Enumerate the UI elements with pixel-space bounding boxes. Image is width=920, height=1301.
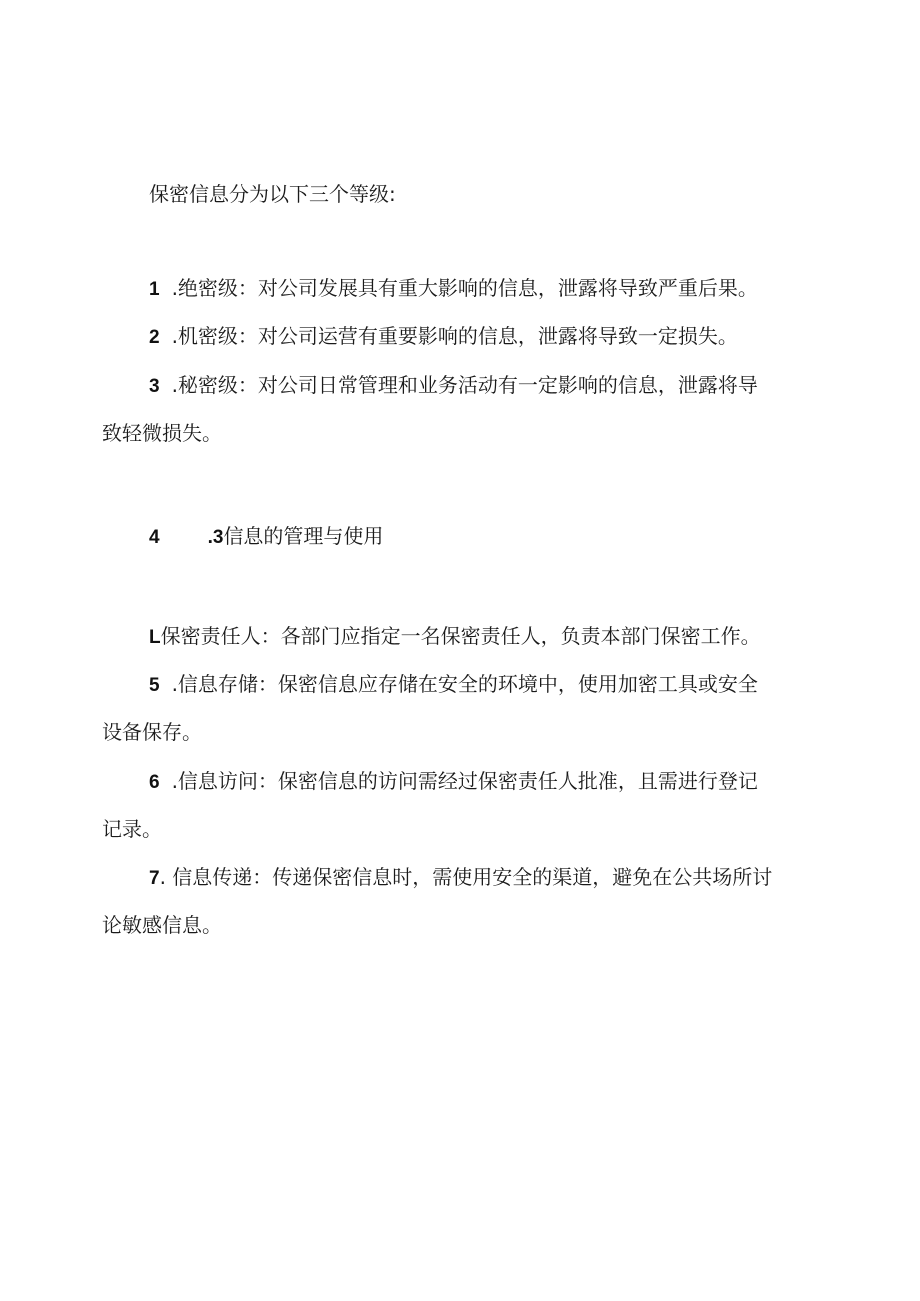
level-number: 2 (149, 327, 160, 348)
section-heading (149, 523, 383, 551)
intro-text: 保密信息分为以下三个等级: (149, 182, 396, 206)
rule-text: . 信息传递：传递保密信息时，需使用安全的渠道，避免在公共场所讨 (159, 865, 773, 889)
rule-item-transfer-continuation (102, 912, 222, 938)
intro-paragraph (149, 181, 396, 207)
rule-text: 保密责任人：各部门应指定一名保密责任人，负责本部门保密工作。 (160, 624, 761, 648)
rule-item-storage-continuation (102, 719, 202, 745)
rule-item-access-continuation (102, 816, 162, 842)
level-text: .机密级：对公司运营有重要影响的信息，泄露将导致一定损失。 (171, 324, 738, 348)
rule-text-continued: 设备保存。 (102, 720, 202, 744)
level-text-continued: 致轻微损失。 (102, 421, 222, 445)
level-item-2 (149, 323, 738, 351)
rule-number: 6 (149, 772, 160, 793)
rule-text-continued: 论敏感信息。 (102, 913, 222, 937)
level-number: 1 (149, 279, 160, 300)
rule-number: 5 (149, 675, 160, 696)
rule-item-storage (149, 671, 758, 699)
level-text: .秘密级：对公司日常管理和业务活动有一定影响的信息，泄露将导 (171, 373, 758, 397)
section-subnumber: .3 (207, 527, 224, 548)
rule-text: .信息访问：保密信息的访问需经过保密责任人批准，且需进行登记 (171, 769, 758, 793)
rule-text-continued: 记录。 (102, 817, 162, 841)
level-text: .绝密级：对公司发展具有重大影响的信息，泄露将导致严重后果。 (171, 276, 758, 300)
rule-item-transfer (149, 864, 772, 892)
level-item-1 (149, 275, 758, 303)
rule-item-responsible-person (149, 623, 761, 651)
section-title: 信息的管理与使用 (223, 524, 384, 548)
level-item-3 (149, 372, 758, 400)
rule-number: L (149, 627, 161, 648)
section-number: 4 (149, 527, 160, 548)
rule-item-access (149, 768, 758, 796)
level-item-3-continuation (102, 420, 222, 446)
rule-number: 7 (149, 868, 160, 889)
rule-text: .信息存储：保密信息应存储在安全的环境中，使用加密工具或安全 (171, 672, 758, 696)
level-number: 3 (149, 376, 160, 397)
